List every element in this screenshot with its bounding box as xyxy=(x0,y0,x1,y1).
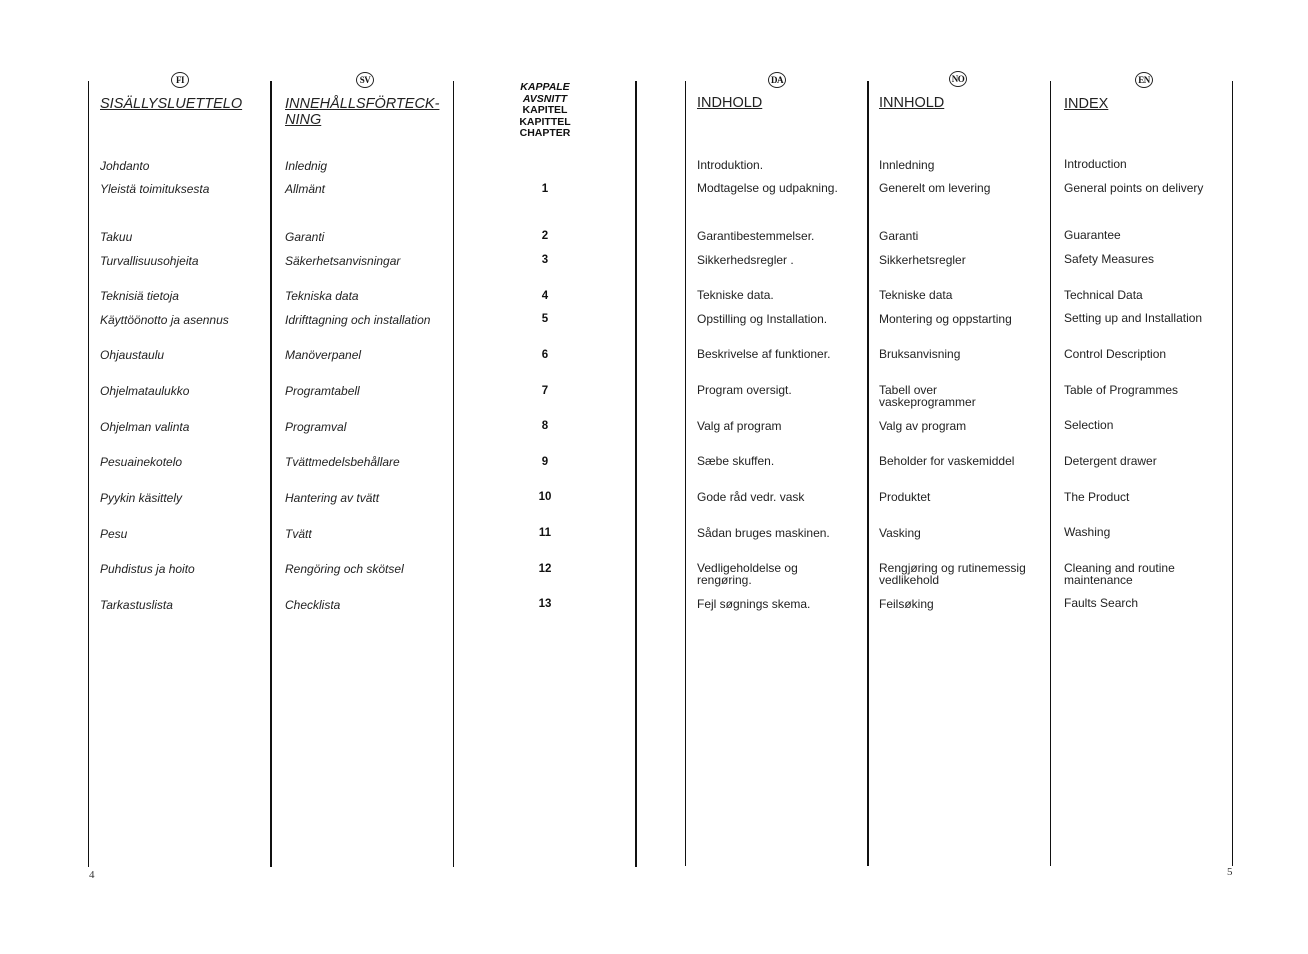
toc-item: Checklista xyxy=(285,598,341,612)
toc-item: Selection xyxy=(1064,418,1114,432)
toc-item: Sikkerhetsregler xyxy=(879,253,966,267)
toc-item: Table of Programmes xyxy=(1064,383,1179,397)
toc-item: Idrifttagning och installation xyxy=(285,313,431,327)
toc-item: Rengjøring og rutinemessig vedlikehold xyxy=(879,561,1026,587)
toc-item: Program oversigt. xyxy=(697,383,792,397)
chapter-number: 5 xyxy=(541,313,549,325)
toc-item: Tvättmedelsbehållare xyxy=(285,455,400,469)
toc-item: Ohjelman valinta xyxy=(100,420,190,434)
toc-item: Pesuainekotelo xyxy=(100,455,183,469)
toc-item: Teknisiä tietoja xyxy=(100,289,179,303)
toc-title-en: INDEX xyxy=(1064,96,1109,112)
chapter-number: 7 xyxy=(541,385,549,397)
toc-item: Modtagelse og udpakning. xyxy=(697,181,838,195)
toc-item: Käyttöönotto ja asennus xyxy=(100,313,229,327)
chapter-number: 12 xyxy=(538,563,552,575)
toc-item: Montering og oppstarting xyxy=(879,312,1012,326)
toc-item: Vedligeholdelse og rengøring. xyxy=(697,561,798,587)
toc-item: Guarantee xyxy=(1064,228,1121,242)
language-badge-en: EN xyxy=(1135,72,1153,88)
toc-item: Tvätt xyxy=(285,527,312,541)
toc-item: Valg af program xyxy=(697,419,782,433)
toc-item: Takuu xyxy=(100,230,133,244)
toc-item: Produktet xyxy=(879,490,931,504)
toc-item: General points on delivery xyxy=(1064,181,1204,195)
toc-item: Innledning xyxy=(879,158,935,172)
toc-item: Programval xyxy=(285,420,347,434)
toc-item: Sæbe skuffen. xyxy=(697,454,775,468)
language-badge-da: DA xyxy=(768,72,786,88)
toc-title-fi: SISÄLLYSLUETTELO xyxy=(100,96,243,112)
chapter-number: 9 xyxy=(541,456,549,468)
toc-item: Opstilling og Installation. xyxy=(697,312,828,326)
chapter-number: 8 xyxy=(541,420,549,432)
toc-item: Turvallisuusohjeita xyxy=(100,254,199,268)
chapter-number: 4 xyxy=(541,290,549,302)
toc-item: Generelt om levering xyxy=(879,181,991,195)
chapter-number: 1 xyxy=(541,183,549,195)
column-rule xyxy=(635,81,637,867)
toc-item: Sikkerhedsregler . xyxy=(697,253,794,267)
toc-item: Bruksanvisning xyxy=(879,347,961,361)
toc-item: Johdanto xyxy=(100,159,150,173)
toc-item: Hantering av tvätt xyxy=(285,491,380,505)
column-rule xyxy=(88,81,89,867)
toc-item: Inlednig xyxy=(285,159,328,173)
column-rule xyxy=(1232,81,1233,866)
toc-item: Feilsøking xyxy=(879,597,934,611)
chapter-number: 3 xyxy=(541,254,549,266)
toc-item: The Product xyxy=(1064,490,1130,504)
chapter-header: KAPPALE AVSNITT KAPITEL KAPITTEL CHAPTER xyxy=(519,81,571,139)
column-rule xyxy=(1050,81,1051,866)
page-number-right: 5 xyxy=(1227,866,1233,878)
toc-item: Vasking xyxy=(879,526,921,540)
toc-item: Ohjaustaulu xyxy=(100,348,165,362)
toc-item: Detergent drawer xyxy=(1064,454,1157,468)
toc-item: Introduction xyxy=(1064,157,1127,171)
column-rule xyxy=(867,81,869,866)
toc-item: Setting up and Installation xyxy=(1064,311,1203,325)
toc-item: Allmänt xyxy=(285,182,326,196)
column-rule xyxy=(453,81,454,867)
language-badge-no: NO xyxy=(949,71,967,87)
toc-item: Garanti xyxy=(285,230,325,244)
toc-item: Programtabell xyxy=(285,384,360,398)
toc-item: Technical Data xyxy=(1064,288,1143,302)
column-rule xyxy=(270,81,272,867)
toc-item: Manöverpanel xyxy=(285,348,362,362)
chapter-number: 13 xyxy=(538,598,552,610)
toc-item: Tarkastuslista xyxy=(100,598,173,612)
chapter-number: 11 xyxy=(538,527,552,539)
toc-item: Valg av program xyxy=(879,419,967,433)
toc-item: Pyykin käsittely xyxy=(100,491,183,505)
toc-item: Tekniske data xyxy=(879,288,953,302)
column-rule xyxy=(685,81,686,866)
toc-item: Gode råd vedr. vask xyxy=(697,490,805,504)
toc-item: Pesu xyxy=(100,527,128,541)
toc-item: Safety Measures xyxy=(1064,252,1155,266)
toc-item: Control Description xyxy=(1064,347,1167,361)
toc-item: Faults Search xyxy=(1064,596,1139,610)
toc-item: Washing xyxy=(1064,525,1111,539)
toc-item: Yleistä toimituksesta xyxy=(100,182,210,196)
toc-item: Ohjelmataulukko xyxy=(100,384,190,398)
toc-item: Tekniske data. xyxy=(697,288,774,302)
toc-title-sv: INNEHÅLLSFÖRTECK- NING xyxy=(285,96,440,128)
toc-item: Beholder for vaskemiddel xyxy=(879,454,1015,468)
toc-item: Puhdistus ja hoito xyxy=(100,562,195,576)
toc-item: Säkerhetsanvisningar xyxy=(285,254,401,268)
page-number-left: 4 xyxy=(89,869,95,881)
chapter-number: 2 xyxy=(541,230,549,242)
toc-item: Tabell over vaskeprogrammer xyxy=(879,383,976,409)
toc-item: Garantibestemmelser. xyxy=(697,229,815,243)
language-badge-sv: SV xyxy=(356,72,374,88)
toc-title-no: INNHOLD xyxy=(879,95,945,111)
chapter-number: 6 xyxy=(541,349,549,361)
toc-item: Introduktion. xyxy=(697,158,764,172)
toc-item: Tekniska data xyxy=(285,289,359,303)
chapter-number: 10 xyxy=(538,491,552,503)
toc-item: Garanti xyxy=(879,229,919,243)
toc-item: Rengöring och skötsel xyxy=(285,562,404,576)
toc-item: Cleaning and routine maintenance xyxy=(1064,561,1175,587)
toc-title-da: INDHOLD xyxy=(697,95,763,111)
toc-item: Sådan bruges maskinen. xyxy=(697,526,830,540)
toc-item: Beskrivelse af funktioner. xyxy=(697,347,831,361)
language-badge-fi: FI xyxy=(171,72,189,88)
toc-item: Fejl søgnings skema. xyxy=(697,597,811,611)
